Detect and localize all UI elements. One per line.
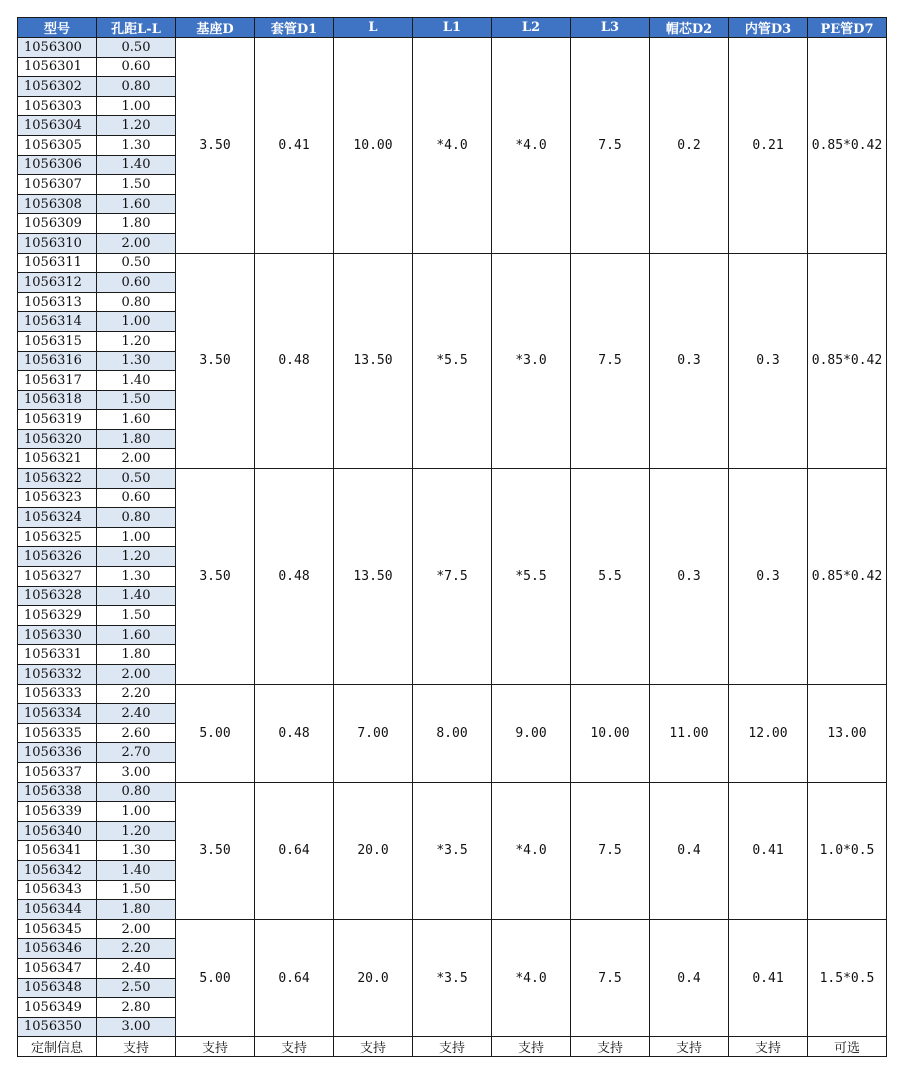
model-cell: 1056334 (18, 704, 97, 724)
l3-cell: 5.5 (571, 469, 650, 685)
model-cell: 1056319 (18, 410, 97, 430)
pitch-cell: 1.00 (97, 527, 176, 547)
l3-cell: 10.00 (571, 684, 650, 782)
model-cell: 1056342 (18, 860, 97, 880)
pitch-cell: 0.60 (97, 273, 176, 293)
pitch-cell: 2.50 (97, 978, 176, 998)
l2-cell: *4.0 (492, 38, 571, 254)
cap-d2-cell: 0.2 (650, 38, 729, 254)
pitch-cell: 1.30 (97, 567, 176, 587)
pitch-cell: 0.60 (97, 488, 176, 508)
sleeve-d1-cell: 0.41 (255, 38, 334, 254)
model-cell: 1056310 (18, 233, 97, 253)
custom-info-cell: 支持 (571, 1037, 650, 1057)
model-cell: 1056318 (18, 390, 97, 410)
l3-cell: 7.5 (571, 38, 650, 254)
model-cell: 1056323 (18, 488, 97, 508)
sleeve-d1-cell: 0.48 (255, 684, 334, 782)
table-header (18, 18, 887, 38)
pitch-cell: 1.30 (97, 841, 176, 861)
l2-cell: *4.0 (492, 919, 571, 1037)
l1-cell: *4.0 (413, 38, 492, 254)
model-cell: 1056314 (18, 312, 97, 332)
col-base-d-header: 基座D (176, 18, 255, 38)
l-cell: 7.00 (334, 684, 413, 782)
inner-d3-cell: 0.41 (729, 919, 808, 1037)
l1-cell: *3.5 (413, 782, 492, 919)
pitch-cell: 2.70 (97, 743, 176, 763)
pitch-cell: 1.50 (97, 880, 176, 900)
l-cell: 13.50 (334, 469, 413, 685)
pitch-cell: 1.40 (97, 586, 176, 606)
inner-d3-cell: 0.3 (729, 253, 808, 469)
model-cell: 1056336 (18, 743, 97, 763)
sleeve-d1-cell: 0.48 (255, 469, 334, 685)
model-cell: 1056339 (18, 802, 97, 822)
l1-cell: *7.5 (413, 469, 492, 685)
table-footer (18, 1037, 887, 1057)
table-row (18, 684, 887, 704)
l-cell: 20.0 (334, 919, 413, 1037)
pe-d7-cell: 0.85*0.42 (808, 469, 887, 685)
l2-cell: *5.5 (492, 469, 571, 685)
custom-info-cell: 支持 (255, 1037, 334, 1057)
header-row (18, 18, 887, 38)
cap-d2-cell: 0.3 (650, 469, 729, 685)
model-cell: 1056333 (18, 684, 97, 704)
pitch-cell: 2.20 (97, 684, 176, 704)
model-cell: 1056328 (18, 586, 97, 606)
pitch-cell: 0.60 (97, 57, 176, 77)
model-cell: 1056302 (18, 77, 97, 97)
table-row (18, 38, 887, 58)
pitch-cell: 2.40 (97, 704, 176, 724)
pitch-cell: 2.80 (97, 998, 176, 1018)
custom-info-cell: 支持 (492, 1037, 571, 1057)
col-pe-d7-header: PE管D7 (808, 18, 887, 38)
col-l-header: L (334, 18, 413, 38)
model-cell: 1056325 (18, 527, 97, 547)
base-d-cell: 3.50 (176, 38, 255, 254)
pitch-cell: 0.50 (97, 253, 176, 273)
sleeve-d1-cell: 0.64 (255, 782, 334, 919)
model-cell: 1056330 (18, 625, 97, 645)
l3-cell: 7.5 (571, 919, 650, 1037)
cap-d2-cell: 11.00 (650, 684, 729, 782)
pitch-cell: 0.80 (97, 292, 176, 312)
l1-cell: *3.5 (413, 919, 492, 1037)
pitch-cell: 1.30 (97, 135, 176, 155)
inner-d3-cell: 12.00 (729, 684, 808, 782)
pitch-cell: 1.20 (97, 821, 176, 841)
pitch-cell: 1.80 (97, 429, 176, 449)
model-cell: 1056303 (18, 96, 97, 116)
table-body (18, 38, 887, 1037)
model-cell: 1056327 (18, 567, 97, 587)
custom-info-cell: 支持 (97, 1037, 176, 1057)
table-row (18, 253, 887, 273)
pitch-cell: 0.80 (97, 77, 176, 97)
model-cell: 1056329 (18, 606, 97, 626)
model-cell: 1056349 (18, 998, 97, 1018)
pitch-cell: 0.80 (97, 508, 176, 528)
col-model-header: 型号 (18, 18, 97, 38)
pitch-cell: 2.00 (97, 233, 176, 253)
base-d-cell: 3.50 (176, 469, 255, 685)
model-cell: 1056340 (18, 821, 97, 841)
pitch-cell: 0.80 (97, 782, 176, 802)
base-d-cell: 5.00 (176, 684, 255, 782)
pitch-cell: 0.50 (97, 38, 176, 58)
l3-cell: 7.5 (571, 782, 650, 919)
base-d-cell: 3.50 (176, 253, 255, 469)
pitch-cell: 1.80 (97, 900, 176, 920)
custom-info-cell: 支持 (413, 1037, 492, 1057)
model-cell: 1056326 (18, 547, 97, 567)
pitch-cell: 1.30 (97, 351, 176, 371)
pitch-cell: 1.20 (97, 547, 176, 567)
pe-d7-cell: 0.85*0.42 (808, 38, 887, 254)
pitch-cell: 2.00 (97, 449, 176, 469)
pitch-cell: 2.60 (97, 723, 176, 743)
pitch-cell: 1.40 (97, 860, 176, 880)
model-cell: 1056322 (18, 469, 97, 489)
pitch-cell: 1.80 (97, 214, 176, 234)
pitch-cell: 1.60 (97, 194, 176, 214)
pe-d7-cell: 1.5*0.5 (808, 919, 887, 1037)
pe-d7-cell: 13.00 (808, 684, 887, 782)
pitch-cell: 1.00 (97, 312, 176, 332)
table-row (18, 469, 887, 489)
l2-cell: *3.0 (492, 253, 571, 469)
pitch-cell: 3.00 (97, 762, 176, 782)
pitch-cell: 2.40 (97, 958, 176, 978)
pitch-cell: 2.00 (97, 665, 176, 685)
pitch-cell: 0.50 (97, 469, 176, 489)
custom-info-label: 定制信息 (18, 1037, 97, 1057)
model-cell: 1056312 (18, 273, 97, 293)
table-row (18, 919, 887, 939)
inner-d3-cell: 0.41 (729, 782, 808, 919)
model-cell: 1056335 (18, 723, 97, 743)
model-cell: 1056315 (18, 331, 97, 351)
inner-d3-cell: 0.3 (729, 469, 808, 685)
pitch-cell: 1.20 (97, 331, 176, 351)
model-cell: 1056313 (18, 292, 97, 312)
model-cell: 1056337 (18, 762, 97, 782)
model-cell: 1056347 (18, 958, 97, 978)
model-cell: 1056343 (18, 880, 97, 900)
cap-d2-cell: 0.3 (650, 253, 729, 469)
cap-d2-cell: 0.4 (650, 782, 729, 919)
col-pitch-header: 孔距L-L (97, 18, 176, 38)
model-cell: 1056332 (18, 665, 97, 685)
custom-info-cell: 支持 (334, 1037, 413, 1057)
pitch-cell: 1.80 (97, 645, 176, 665)
model-cell: 1056321 (18, 449, 97, 469)
spec-table (17, 17, 887, 1057)
l-cell: 10.00 (334, 38, 413, 254)
pitch-cell: 3.00 (97, 1017, 176, 1037)
model-cell: 1056317 (18, 371, 97, 391)
pitch-cell: 1.20 (97, 116, 176, 136)
pitch-cell: 1.40 (97, 155, 176, 175)
col-cap-d2-header: 帽芯D2 (650, 18, 729, 38)
model-cell: 1056300 (18, 38, 97, 58)
pitch-cell: 1.60 (97, 410, 176, 430)
l1-cell: 8.00 (413, 684, 492, 782)
pitch-cell: 1.50 (97, 390, 176, 410)
pitch-cell: 1.00 (97, 96, 176, 116)
model-cell: 1056341 (18, 841, 97, 861)
pitch-cell: 1.50 (97, 175, 176, 195)
pitch-cell: 1.50 (97, 606, 176, 626)
model-cell: 1056345 (18, 919, 97, 939)
model-cell: 1056324 (18, 508, 97, 528)
col-sleeve-d1-header: 套管D1 (255, 18, 334, 38)
model-cell: 1056306 (18, 155, 97, 175)
col-l3-header: L3 (571, 18, 650, 38)
sleeve-d1-cell: 0.48 (255, 253, 334, 469)
custom-info-cell: 支持 (729, 1037, 808, 1057)
pitch-cell: 1.60 (97, 625, 176, 645)
pitch-cell: 2.20 (97, 939, 176, 959)
l-cell: 20.0 (334, 782, 413, 919)
model-cell: 1056348 (18, 978, 97, 998)
table-row (18, 782, 887, 802)
model-cell: 1056320 (18, 429, 97, 449)
model-cell: 1056338 (18, 782, 97, 802)
custom-info-cell: 支持 (650, 1037, 729, 1057)
inner-d3-cell: 0.21 (729, 38, 808, 254)
pe-d7-cell: 0.85*0.42 (808, 253, 887, 469)
col-l1-header: L1 (413, 18, 492, 38)
model-cell: 1056301 (18, 57, 97, 77)
model-cell: 1056308 (18, 194, 97, 214)
l-cell: 13.50 (334, 253, 413, 469)
l2-cell: *4.0 (492, 782, 571, 919)
model-cell: 1056346 (18, 939, 97, 959)
cap-d2-cell: 0.4 (650, 919, 729, 1037)
model-cell: 1056309 (18, 214, 97, 234)
l1-cell: *5.5 (413, 253, 492, 469)
col-inner-d3-header: 内管D3 (729, 18, 808, 38)
custom-info-cell: 支持 (176, 1037, 255, 1057)
pe-d7-cell: 1.0*0.5 (808, 782, 887, 919)
pitch-cell: 1.00 (97, 802, 176, 822)
l2-cell: 9.00 (492, 684, 571, 782)
base-d-cell: 5.00 (176, 919, 255, 1037)
model-cell: 1056350 (18, 1017, 97, 1037)
footer-row (18, 1037, 887, 1057)
l3-cell: 7.5 (571, 253, 650, 469)
model-cell: 1056331 (18, 645, 97, 665)
pitch-cell: 2.00 (97, 919, 176, 939)
model-cell: 1056305 (18, 135, 97, 155)
pitch-cell: 1.40 (97, 371, 176, 391)
model-cell: 1056311 (18, 253, 97, 273)
model-cell: 1056344 (18, 900, 97, 920)
model-cell: 1056304 (18, 116, 97, 136)
sleeve-d1-cell: 0.64 (255, 919, 334, 1037)
col-l2-header: L2 (492, 18, 571, 38)
model-cell: 1056316 (18, 351, 97, 371)
model-cell: 1056307 (18, 175, 97, 195)
base-d-cell: 3.50 (176, 782, 255, 919)
custom-info-cell: 可选 (808, 1037, 887, 1057)
